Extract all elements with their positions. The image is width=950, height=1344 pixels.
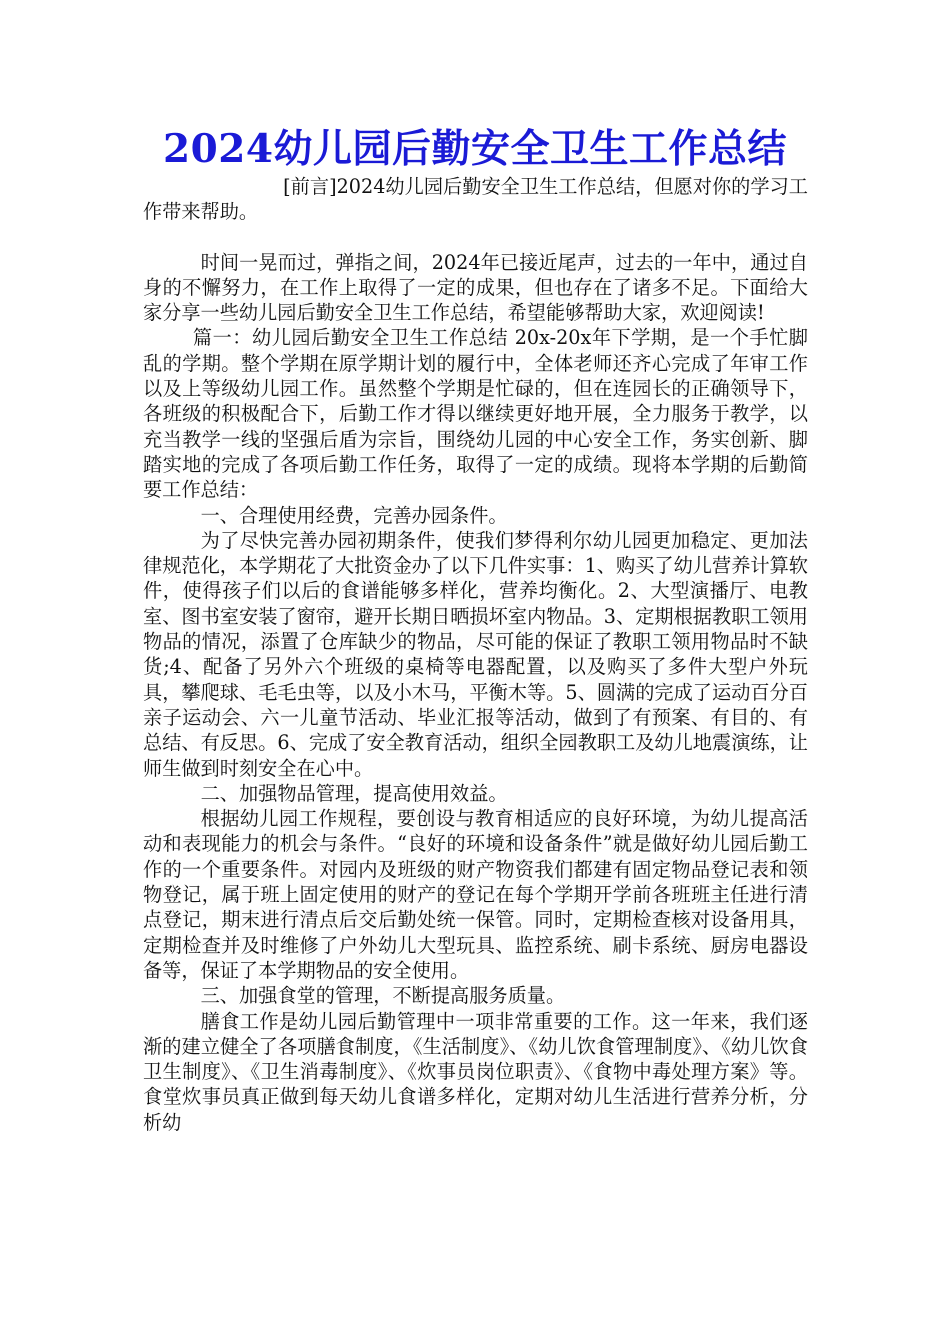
part-one-paragraph: 篇一：幼儿园后勤安全卫生工作总结 20x-20x年下学期，是一个手忙脚乱的学期。整个学期在原学期计划的履行中，全体老师还齐心完成了年审工作以及上等级幼儿园工作。虽然整个学期是忙碌的，但在连园长的正确领导下，各班级的积极配合下，后勤工作才得以继续更好地开展，全力服务于教学，以充当教学一线的坚强后盾为宗旨，围绕幼儿园的中心安全工作，务实创新、脚踏实地的完成了各项后勤工作任务，取得了一定的成绩。现将本学期的后勤简要工作总结：	[143, 326, 808, 502]
section-2-paragraph: 根据幼儿园工作规程，要创设与教育相适应的良好环境，为幼儿提高活动和表现能力的机会与条件。“良好的环境和设备条件”就是做好幼儿园后勤工作的一个重要条件。对园内及班级的财产物资我们都建有固定物品登记表和领物登记，属于班上固定使用的财产的登记在每个学期开学前各班班主任进行清点登记，期末进行清点后交后勤处统一保管。同时，定期检查核对设备用具，定期检查并及时维修了户外幼儿大型玩具、监控系统、刷卡系统、厨房电器设备等，保证了本学期物品的安全使用。	[143, 807, 808, 982]
document-title: 2024幼儿园后勤安全卫生工作总结	[162, 126, 788, 172]
section-heading-3: 三、加强食堂的管理，不断提高服务质量。	[200, 984, 566, 1008]
document-body	[143, 174, 808, 1135]
intro-paragraph: 时间一晃而过，弹指之间，2024年已接近尾声，过去的一年中，通过自身的不懈努力，在工作上取得了一定的成果，但也存在了诸多不足。下面给大家分享一些幼儿园后勤安全卫生工作总结，希望能够帮助大家，欢迎阅读!	[143, 250, 808, 325]
preface-paragraph: [前言]2024幼儿园后勤安全卫生工作总结，但愿对你的学习工作带来帮助。	[143, 175, 808, 224]
section-heading-2: 二、加强物品管理，提高使用效益。	[200, 781, 508, 805]
section-heading-1: 一、合理使用经费，完善办园条件。	[200, 503, 508, 527]
section-3-paragraph: 膳食工作是幼儿园后勤管理中一项非常重要的工作。这一年来，我们逐渐的建立健全了各项膳食制度，《生活制度》、《幼儿饮食管理制度》、《幼儿饮食卫生制度》、《卫生消毒制度》、《炊事员岗位职责》、《食物中毒处理方案》等。食堂炊事员真正做到每天幼儿食谱多样化，定期对幼儿生活进行营养分析，分析幼	[143, 1009, 808, 1134]
section-1-paragraph: 为了尽快完善办园初期条件，使我们梦得利尔幼儿园更加稳定、更加法律规范化，本学期花了大批资金办了以下几件实事：1、购买了幼儿营养计算软件，使得孩子们以后的食谱能够多样化，营养均衡化。2、大型演播厅、电教室、图书室安装了窗帘，避开长期日晒损坏室内物品。3、定期根据教职工领用物品的情况，添置了仓库缺少的物品，尽可能的保证了教职工领用物品时不缺货;4、配备了另外六个班级的桌椅等电器配置，以及购买了多件大型户外玩具，攀爬球、毛毛虫等，以及小木马，平衡木等。5、圆满的完成了运动百分百亲子运动会、六一儿童节活动、毕业汇报等活动，做到了有预案、有目的、有总结、有反思。6、完成了安全教育活动，组织全园教职工及幼儿地震演练，让师生做到时刻安全在心中。	[143, 528, 808, 780]
paragraph-spacer	[143, 225, 808, 250]
